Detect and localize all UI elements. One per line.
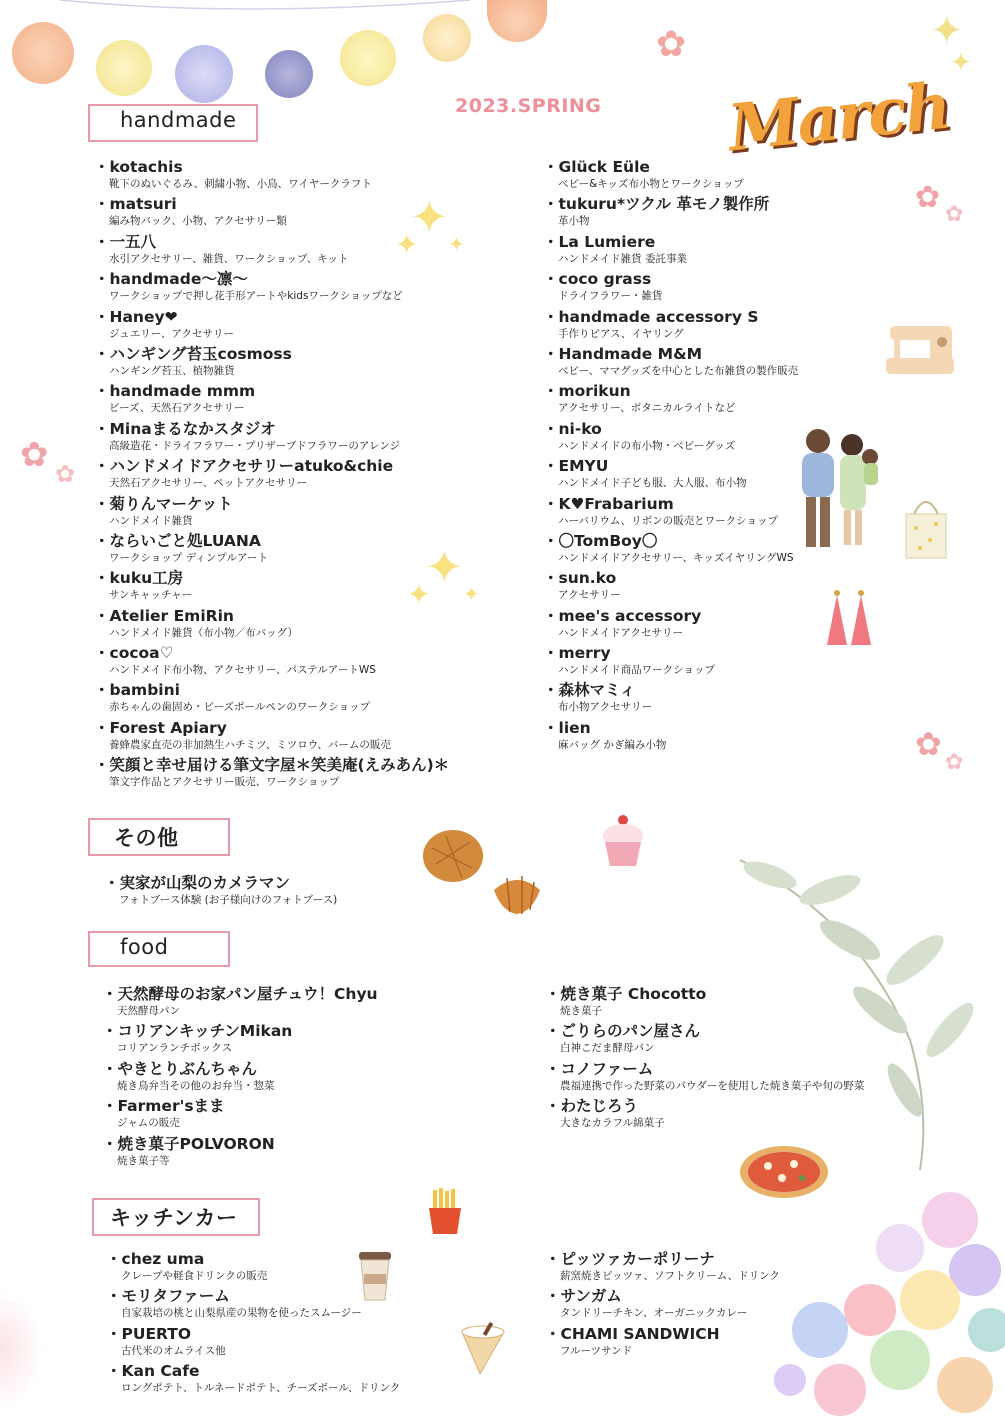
list-item xyxy=(543,308,873,345)
list-item xyxy=(543,158,873,195)
section-label-handmade: handmade xyxy=(88,104,258,142)
month-title: March xyxy=(724,68,953,167)
list-item xyxy=(102,1022,502,1059)
sparkle-icon: ✦ xyxy=(407,578,431,611)
vendor-name: ・わたじろう xyxy=(545,1097,639,1116)
petal-decoration xyxy=(0,1290,45,1410)
vendor-description: ハンドメイド雑貨 委託事業 xyxy=(558,252,688,265)
flower-icon: ✿ xyxy=(656,24,687,65)
sewing-machine-icon xyxy=(880,318,960,388)
pompom-decoration xyxy=(175,45,233,103)
vendor-name: ・bambini xyxy=(94,681,180,700)
vendor-description: 高級造花・ドライフラワー・プリザーブドフラワーのアレンジ xyxy=(109,439,400,452)
vendor-name: ・Handmade M&M xyxy=(543,344,703,363)
vendor-description: タンドリーチキン、オーガニックカレー xyxy=(560,1307,748,1320)
list-item xyxy=(94,681,514,718)
list-item xyxy=(543,233,873,270)
vendor-name: ・Glück Eüle xyxy=(543,158,650,176)
list-item xyxy=(106,1325,446,1362)
vendor-name: ・Farmer'sまま xyxy=(102,1097,225,1116)
vendor-name: ・lien xyxy=(543,718,591,737)
cupcake-icon xyxy=(600,812,646,868)
vendor-description: サンキャッチャー xyxy=(109,589,193,602)
vendor-name: ・焼き菓子POLVORON xyxy=(102,1134,275,1153)
vendor-description: フルーツサンド xyxy=(560,1344,633,1357)
vendor-name: ・EMYU xyxy=(543,457,609,476)
list-item xyxy=(545,1250,845,1287)
vendor-description: ハンドメイドアクセサリー xyxy=(558,626,684,639)
vendor-description: 農福連携で作った野菜のパウダーを使用した焼き菓子や旬の野菜 xyxy=(560,1079,865,1092)
list-item xyxy=(543,644,873,681)
pizza-icon xyxy=(738,1144,830,1200)
list-item xyxy=(102,1135,502,1172)
vendor-name: ・matsuri xyxy=(94,195,177,214)
vendor-name: ・CHAMI SANDWICH xyxy=(545,1324,720,1343)
list-item xyxy=(545,985,945,1022)
flower-icon: ✿ xyxy=(915,180,941,215)
sparkle-icon: ✦ xyxy=(410,190,449,244)
vendor-name: ・ごりらのパン屋さん xyxy=(545,1022,701,1041)
sparkle-icon: ✦ xyxy=(425,540,464,594)
vendor-description: 天然酵母パン xyxy=(117,1005,180,1017)
list-item xyxy=(543,420,873,457)
french-fries-icon xyxy=(425,1188,465,1236)
list-item xyxy=(543,719,873,756)
vendor-name: ・コノファーム xyxy=(545,1059,654,1078)
vendor-description: ハンドメイドアクセサリー、キッズイヤリングWS xyxy=(558,551,794,564)
vendor-description: コリアンランチボックス xyxy=(117,1042,232,1055)
list-item xyxy=(94,532,514,569)
vendor-description: ドライフラワー・雑貨 xyxy=(558,290,663,303)
list-item xyxy=(94,195,514,232)
list-item xyxy=(543,345,873,382)
list-item xyxy=(94,233,514,270)
vendor-description: 焼き鳥弁当その他のお弁当・惣菜 xyxy=(117,1079,275,1092)
vendor-name: ・coco grass xyxy=(543,270,652,289)
pompom-decoration xyxy=(265,50,313,98)
flower-icon: ✿ xyxy=(20,435,49,475)
list-item xyxy=(102,1060,502,1097)
pompom-decoration xyxy=(487,0,547,42)
vendor-description: 大きなカラフル綿菓子 xyxy=(560,1117,665,1130)
list-item xyxy=(94,569,514,606)
vendor-name: ・merry xyxy=(543,644,611,663)
vendor-description: 自家栽培の桃と山梨県産の果物を使ったスムージー xyxy=(121,1307,362,1320)
vendor-name: ・Forest Apiary xyxy=(94,718,227,737)
kitchen-car-list-left xyxy=(106,1250,446,1400)
vendor-name: ・sun.ko xyxy=(543,569,617,588)
vendor-description: 天然石アクセサリー、ペットアクセサリー xyxy=(109,477,308,490)
vendor-description: ジャムの販売 xyxy=(117,1117,180,1130)
vendor-name: ・笑顔と幸せ届ける筆文字屋＊笑美庵(えみあん)＊ xyxy=(94,756,450,775)
vendor-description: 手作りピアス、イヤリング xyxy=(558,327,684,340)
vendor-description: 古代米のオムライス他 xyxy=(121,1344,226,1357)
vendor-name: ・天然酵母のお家パン屋チュウ！Chyu xyxy=(102,985,378,1003)
list-item xyxy=(543,270,873,307)
list-item xyxy=(102,985,502,1022)
list-item xyxy=(94,158,514,195)
vendor-description: ハンギング苔玉、植物雑貨 xyxy=(109,364,235,377)
list-item xyxy=(94,420,514,457)
list-item xyxy=(94,345,514,382)
vendor-description: 革小物 xyxy=(558,215,590,228)
sparkle-icon: ✦ xyxy=(950,48,972,78)
vendor-description: ハンドメイド雑貨 xyxy=(109,514,193,527)
list-item xyxy=(545,1022,945,1059)
section-label-food: food xyxy=(88,931,230,967)
list-item xyxy=(543,569,873,606)
vendor-name: ・La Lumiere xyxy=(543,232,656,251)
list-item xyxy=(543,457,873,494)
list-item xyxy=(545,1325,845,1362)
sparkle-icon: ✦ xyxy=(463,582,480,606)
list-item xyxy=(94,607,514,644)
garland-string xyxy=(0,0,480,40)
vendor-name: ・Haney❤ xyxy=(94,307,178,326)
vendor-description: ベビー&キッズ布小物とワークショップ xyxy=(558,178,744,190)
flower-icon: ✿ xyxy=(945,750,964,775)
section-label-other: その他 xyxy=(88,818,230,856)
sparkle-icon: ✦ xyxy=(448,232,465,256)
list-item xyxy=(543,532,873,569)
vendor-description: ワークショップで押し花手形アートやkidsワークショップなど xyxy=(109,290,403,303)
list-item xyxy=(94,457,514,494)
vendor-name: ・Minaまるなかスタジオ xyxy=(94,419,276,438)
handmade-list-left xyxy=(94,158,514,794)
vendor-description: アクセサリー、ボタニカルライトなど xyxy=(558,402,736,415)
pompom-decoration xyxy=(423,14,471,62)
vendor-name: ・chez uma xyxy=(106,1250,205,1268)
list-item xyxy=(543,382,873,419)
other-list xyxy=(104,874,434,911)
vendor-description: ハンドメイド雑貨（布小物／布バッグ） xyxy=(109,626,298,639)
crepe-icon xyxy=(458,1322,508,1376)
vendor-description: ビーズ、天然石アクセサリー xyxy=(109,402,245,415)
pompom-decoration xyxy=(96,40,152,96)
vendor-name: ・mee's accessory xyxy=(543,606,702,625)
vendor-name: ・PUERTO xyxy=(106,1324,192,1343)
food-list-left xyxy=(102,985,502,1172)
vendor-name: ・焼き菓子 Chocotto xyxy=(545,985,707,1003)
vendor-description: 靴下のぬいぐるみ、刺繍小物、小鳥、ワイヤークラフト xyxy=(109,178,372,190)
vendor-name: ・一五八 xyxy=(94,232,157,251)
vendor-description: ロングポテト、トルネードポテト、チーズボール、ドリンク xyxy=(121,1382,401,1395)
vendor-name: ・ni-ko xyxy=(543,419,602,438)
vendor-description: 麻バッグ かぎ編み小物 xyxy=(558,738,667,751)
vendor-description: 薪窯焼きピッツァ、ソフトクリーム、ドリンク xyxy=(560,1270,780,1282)
vendor-name: ・菊りんマーケット xyxy=(94,494,233,513)
list-item xyxy=(543,495,873,532)
sparkle-icon: ✦ xyxy=(930,8,964,54)
season-title: 2023.SPRING xyxy=(455,95,602,117)
sparkle-icon: ✦ xyxy=(395,228,419,261)
list-item xyxy=(106,1362,446,1399)
list-item xyxy=(104,874,434,911)
vendor-name: ・tukuru*ツクル 革モノ製作所 xyxy=(543,195,770,214)
flower-icon: ✿ xyxy=(915,725,942,763)
flower-icon: ✿ xyxy=(55,460,76,488)
tote-bag-icon xyxy=(900,490,952,562)
vendor-name: ・ならいごと処LUANA xyxy=(94,531,261,550)
vendor-description: ハンドメイド布小物、アクセサリー、パステルアートWS xyxy=(109,664,376,677)
vendor-description: 焼き菓子 xyxy=(560,1005,602,1017)
vendor-description: 赤ちゃんの歯固め・ビーズボールペンのワークショップ xyxy=(109,701,371,714)
vendor-name: ・Atelier EmiRin xyxy=(94,606,234,625)
vendor-description: フォトブース体験 (お子様向けのフォトブース) xyxy=(119,894,338,906)
bread-illustration xyxy=(422,828,547,918)
vendor-name: ・森林マミィ xyxy=(543,681,636,700)
list-item xyxy=(102,1097,502,1134)
food-list-right xyxy=(545,985,945,1135)
vendor-description: 白神こだま酵母パン xyxy=(560,1042,655,1055)
vendor-name: ・K♥Frabarium xyxy=(543,494,674,513)
vendor-description: アクセサリー xyxy=(558,589,621,602)
vendor-name: ・やきとりぶんちゃん xyxy=(102,1059,258,1078)
vendor-description: ハーバリウム、リボンの販売とワークショップ xyxy=(558,514,778,527)
flower-icon: ✿ xyxy=(945,202,964,227)
vendor-description: ワークショップ ディンプルアート xyxy=(109,551,269,564)
list-item xyxy=(545,1287,845,1324)
list-item xyxy=(545,1097,945,1134)
vendor-description: 焼き菓子等 xyxy=(117,1154,170,1167)
list-item xyxy=(94,756,514,793)
kitchen-car-list-right xyxy=(545,1250,845,1362)
vendor-description: 水引アクセサリー、雑貨、ワークショップ、キット xyxy=(109,252,349,265)
vendor-description: ハンドメイド商品ワークショップ xyxy=(558,664,715,677)
vendor-name: ・実家が山梨のカメラマン xyxy=(104,874,291,892)
vendor-description: クレープや軽食ドリンクの販売 xyxy=(121,1270,268,1282)
list-item xyxy=(543,681,873,718)
list-item xyxy=(106,1287,446,1324)
vendor-description: 養蜂農家直売の非加熱生ハチミツ、ミツロウ、バームの販売 xyxy=(109,738,391,751)
vendor-description: ジュエリー、アクセサリー xyxy=(109,327,235,340)
vendor-name: ・Kan Cafe xyxy=(106,1362,200,1381)
section-label-kitchen-car: キッチンカー xyxy=(92,1198,260,1236)
vendor-name: ・〇TomBoy〇 xyxy=(543,531,658,550)
vendor-description: 布小物アクセサリー xyxy=(558,701,653,714)
vendor-description: ハンドメイド子ども服、大人服、布小物 xyxy=(558,477,747,490)
list-item xyxy=(545,1060,945,1097)
vendor-name: ・cocoa♡ xyxy=(94,644,174,663)
vendor-name: ・kuku工房 xyxy=(94,569,184,588)
pompom-decoration xyxy=(12,22,74,84)
list-item xyxy=(94,644,514,681)
list-item xyxy=(543,607,873,644)
list-item xyxy=(94,382,514,419)
vendor-name: ・handmade〜凛〜 xyxy=(94,270,248,289)
vendor-name: ・コリアンキッチンMikan xyxy=(102,1022,293,1041)
vendor-name: ・morikun xyxy=(543,382,631,401)
vendor-name: ・ピッツァカーポリーナ xyxy=(545,1250,715,1268)
list-item xyxy=(106,1250,446,1287)
list-item xyxy=(543,195,873,232)
vendor-name: ・kotachis xyxy=(94,158,183,176)
pompom-decoration xyxy=(340,30,396,86)
list-item xyxy=(94,719,514,756)
vendor-name: ・ハンギング苔玉cosmoss xyxy=(94,344,292,363)
handmade-list-right xyxy=(543,158,873,756)
list-item xyxy=(94,270,514,307)
vendor-description: 筆文字作品とアクセサリー販売、ワークショップ xyxy=(109,776,340,789)
vendor-description: 編み物バック、小物、アクセサリー類 xyxy=(109,215,287,228)
vendor-name: ・サンガム xyxy=(545,1287,622,1306)
vendor-description: ベビー、ママグッズを中心とした布雑貨の製作販売 xyxy=(558,364,799,377)
vendor-name: ・モリタファーム xyxy=(106,1287,230,1306)
list-item xyxy=(94,308,514,345)
list-item xyxy=(94,495,514,532)
vendor-name: ・handmade mmm xyxy=(94,382,256,401)
vendor-description: ハンドメイドの布小物・ベビーグッズ xyxy=(558,439,736,452)
vendor-name: ・ハンドメイドアクセサリーatuko&chie xyxy=(94,457,394,476)
vendor-name: ・handmade accessory S xyxy=(543,307,759,326)
